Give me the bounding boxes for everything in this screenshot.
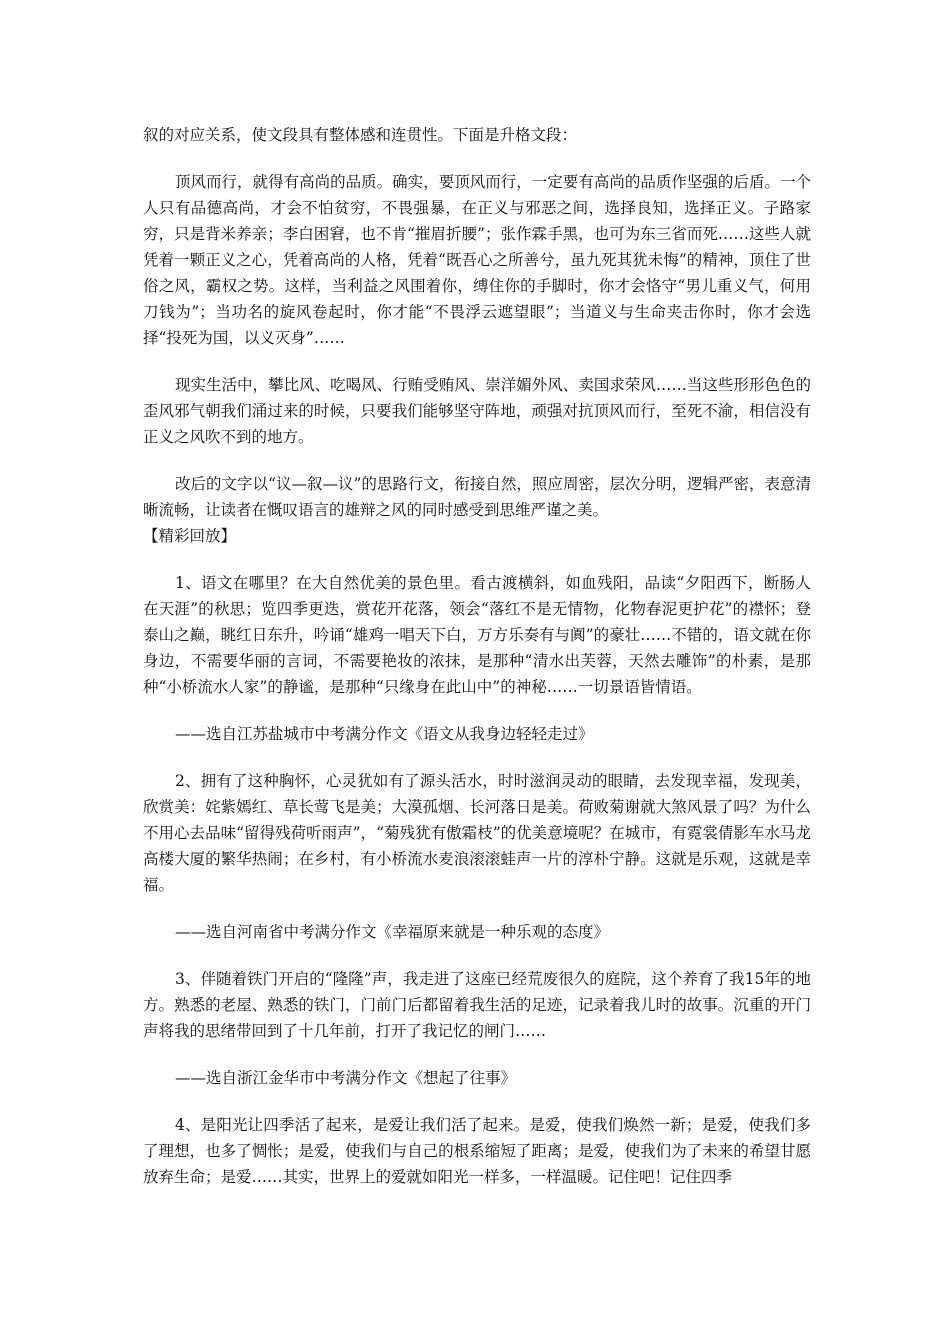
excerpt-4: 4、是阳光让四季活了起来，是爱让我们活了起来。是爱，使我们焕然一新；是爱，使我们多了理想，也多了惆怅；是爱，使我们与自己的根系缩短了距离；是爱，使我们为了未来的希望甘愿放弃生命；是爱……其实，世界上的爱就如阳光一样多，一样温暖。记住吧！记住四季 [143, 1116, 811, 1186]
section-heading: 【精彩回放】 [143, 527, 237, 545]
excerpt-2-source: ——选自河南省中考满分作文《幸福原来就是一种乐观的态度》 [175, 923, 610, 941]
excerpt-3: 3、伴随着铁门开启的“隆隆”声，我走进了这座已经荒废很久的庭院，这个养育了我15年的地方。熟悉的老屋、熟悉的铁门，门前门后都留着我生活的足迹，记录着我儿时的故事。沉重的开门声将我的思绪带回到了十几年前，打开了我记忆的闸门…… [143, 970, 811, 1040]
excerpt-1: 1、语文在哪里？在大自然优美的景色里。看古渡横斜，如血残阳，品读“夕阳西下，断肠人在天涯”的秋思；览四季更迭，赏花开花落，领会“落红不是无情物，化物春泥更护花”的襟怀；登泰山之巅，眺红日东升，吟诵“雄鸡一唱天下白，万方乐奏有与阗”的豪壮……不错的，语文就在你身边，不需要华丽的言词，不需要艳妆的浓抹，是那种“清水出芙蓉，天然去雕饰”的朴素，是那种“小桥流水人家”的静谧，是那种“只缘身在此山中”的神秘……一切景语皆情语。 [143, 574, 811, 696]
document-page [143, 122, 811, 1190]
excerpt-2: 2、拥有了这种胸怀，心灵犹如有了源头活水，时时滋润灵动的眼睛，去发现幸福，发现美，欣赏美：姹紫嫣红、草长莺飞是美；大漠孤烟、长河落日是美。荷败菊谢就大煞风景了吗？为什么不用心去品味“留得残荷听雨声”，“菊残犹有傲霜枝”的优美意境呢？在城市，有霓裳倩影车水马龙高楼大厦的繁华热闹；在乡村，有小桥流水麦浪滚滚蛙声一片的淳朴宁静。这就是乐观，这就是幸福。 [143, 772, 811, 894]
paragraph-intro-tail: 叙的对应关系，使文段具有整体感和连贯性。下面是升格文段： [143, 126, 578, 144]
excerpt-1-source: ——选自江苏盐城市中考满分作文《语文从我身边轻轻走过》 [175, 725, 594, 743]
paragraph-revised-1: 顶风而行，就得有高尚的品质。确实，要顶风而行，一定要有高尚的品质作坚强的后盾。一个人只有品德高尚，才会不怕贫穷，不畏强暴，在正义与邪恶之间，选择良知，选择正义。子路家穷，只是背米养亲；李白困窘，也不肯“摧眉折腰”；张作霖手黑，也可为东三省而死……这些人就凭着一颗正义之心，凭着高尚的人格，凭着“既吾心之所善兮，虽九死其犹未悔”的精神，顶住了世俗之风，霸权之势。这样，当利益之风围着你，缚住你的手脚时，你才会恪守“男儿重义气，何用刀钱为”；当功名的旋风卷起时，你才能“不畏浮云遮望眼”；当道义与生命夹击你时，你才会选择“投死为国，以义灭身”…… [143, 173, 811, 347]
paragraph-revised-2: 现实生活中，攀比风、吃喝风、行贿受贿风、崇洋媚外风、卖国求荣风……当这些形形色色的歪风邪气朝我们涌过来的时候，只要我们能够坚守阵地，顽强对抗顶风而行，至死不渝，相信没有正义之风吹不到的地方。 [143, 376, 811, 446]
paragraph-commentary: 改后的文字以“议—叙—议”的思路行文，衔接自然，照应周密，层次分明，逻辑严密，表意清晰流畅，让读者在慨叹语言的雄辩之风的同时感受到思维严谨之美。 [143, 475, 811, 519]
excerpt-3-source: ——选自浙江金华市中考满分作文《想起了往事》 [175, 1069, 517, 1087]
